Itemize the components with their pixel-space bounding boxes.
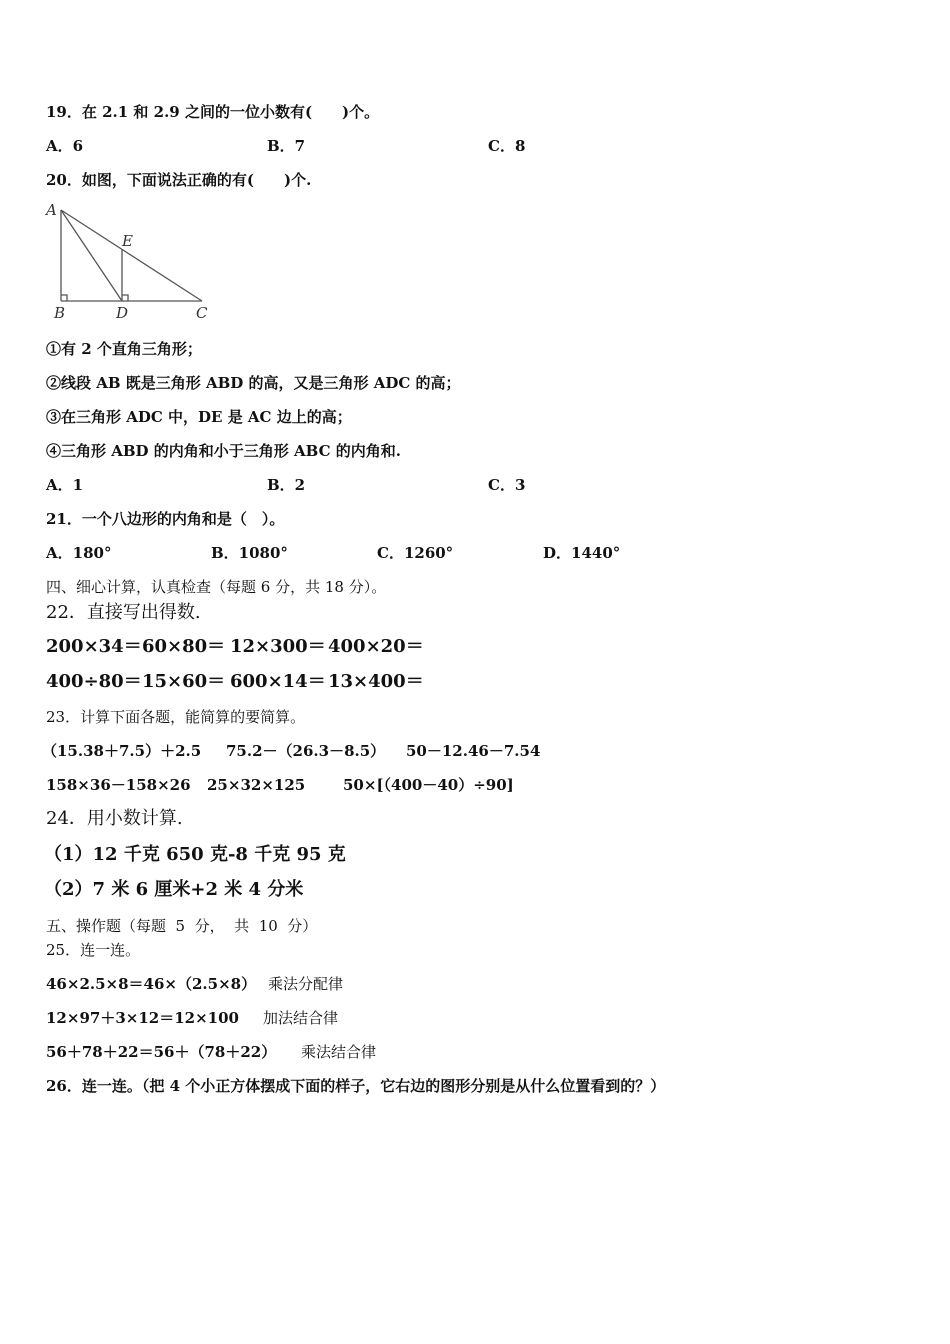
q23-item: 25×32×125 xyxy=(207,776,306,794)
q25-left-item: 56＋78＋22＝56＋（78＋22） xyxy=(46,1043,277,1061)
q20-statement-2: ②线段 AB 既是三角形 ABD 的高，又是三角形 ADC 的高； xyxy=(46,374,461,392)
q19-stem: 19．在 2.1 和 2.9 之间的一位小数有( )个。 xyxy=(46,103,380,121)
q22-item: 60×80＝ xyxy=(142,636,226,657)
label-a: A xyxy=(46,201,57,219)
q23-item: 158×36－158×26 xyxy=(46,776,191,794)
segment-ac xyxy=(61,210,202,301)
q23-stem: 23．计算下面各题，能简算的要简算。 xyxy=(46,708,306,726)
q25-left-item: 46×2.5×8＝46×（2.5×8） xyxy=(46,975,257,993)
label-b: B xyxy=(54,304,66,322)
segment-ad xyxy=(61,210,122,301)
right-angle-mark-b xyxy=(61,295,67,301)
label-d: D xyxy=(116,304,129,322)
q24-stem: 24．用小数计算. xyxy=(46,808,183,829)
q22-item: 600×14＝ xyxy=(230,671,326,692)
right-angle-mark-d xyxy=(122,295,128,301)
q22-item: 200×34＝ xyxy=(46,636,142,657)
q21-option-d: D．1440° xyxy=(543,544,621,562)
q20-statement-1: ①有 2 个直角三角形； xyxy=(46,340,202,358)
q20-option-c: C．3 xyxy=(488,476,526,494)
q19-option-b: B．7 xyxy=(267,137,306,155)
q20-option-b: B．2 xyxy=(267,476,306,494)
q21-option-b: B．1080° xyxy=(211,544,288,562)
q24-item-2: （2）7 米 6 厘米+2 米 4 分米 xyxy=(44,879,304,900)
q26-stem: 26．连一连。（把 4 个小正方体摆成下面的样子，它右边的图形分别是从什么位置看到的？） xyxy=(46,1077,666,1095)
q24-item-1: （1）12 千克 650 克-8 千克 95 克 xyxy=(44,844,346,865)
q22-item: 13×400＝ xyxy=(328,671,424,692)
q21-option-c: C．1260° xyxy=(377,544,454,562)
q23-item: 50×[（400－40）÷90] xyxy=(343,776,514,794)
section-5-title: 五、操作题（每题 5 分， 共 10 分） xyxy=(46,917,318,935)
q22-item: 15×60＝ xyxy=(142,671,226,692)
q21-option-a: A．180° xyxy=(46,544,112,562)
label-e: E xyxy=(122,232,133,250)
q22-item: 400÷80＝ xyxy=(46,671,142,692)
q22-item: 400×20＝ xyxy=(328,636,424,657)
q21-stem: 21．一个八边形的内角和是（ ）。 xyxy=(46,510,285,528)
triangle-figure xyxy=(40,200,220,325)
q25-left-item: 12×97＋3×12＝12×100 xyxy=(46,1009,239,1027)
q23-item: （15.38＋7.5）＋2.5 xyxy=(42,742,202,760)
q22-stem: 22．直接写出得数. xyxy=(46,602,201,623)
q25-right-item: 乘法分配律 xyxy=(268,975,344,993)
q20-statement-3: ③在三角形 ADC 中，DE 是 AC 边上的高； xyxy=(46,408,352,426)
q25-right-item: 加法结合律 xyxy=(263,1009,339,1027)
section-4-title: 四、细心计算，认真检查（每题 6 分，共 18 分）。 xyxy=(46,578,387,596)
q23-item: 50－12.46－7.54 xyxy=(406,742,541,760)
q20-statement-4: ④三角形 ABD 的内角和小于三角形 ABC 的内角和. xyxy=(46,442,401,460)
q19-option-c: C．8 xyxy=(488,137,526,155)
q20-stem: 20．如图，下面说法正确的有( )个. xyxy=(46,171,312,189)
q19-option-a: A．6 xyxy=(46,137,84,155)
q25-right-item: 乘法结合律 xyxy=(301,1043,377,1061)
q23-item: 75.2－（26.3－8.5） xyxy=(226,742,386,760)
label-c: C xyxy=(196,304,208,322)
q25-stem: 25．连一连。 xyxy=(46,941,141,959)
q20-option-a: A．1 xyxy=(46,476,84,494)
q22-item: 12×300＝ xyxy=(230,636,326,657)
